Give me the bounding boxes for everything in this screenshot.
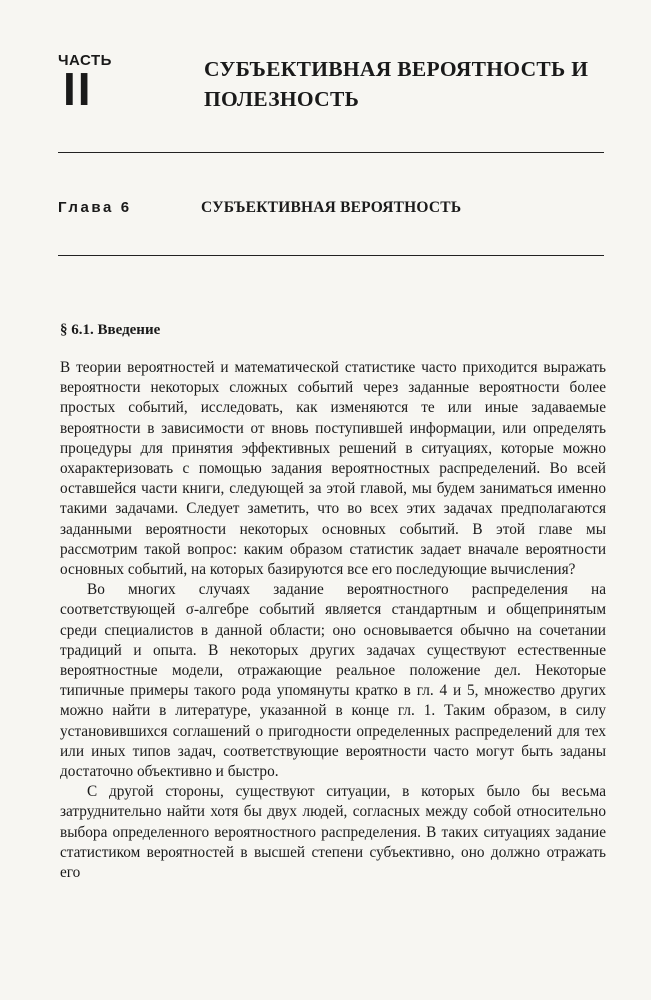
part-number: II [63,63,93,115]
divider-top [58,152,604,153]
part-label: ЧАСТЬ [58,52,112,69]
paragraph-1: В теории вероятностей и математической статистике часто приходится выражать вероятности некоторых сложных событий через заданные вероятности более простых событий, исследовать, как изменяются те или иные задаваемые вероятности в зависимости от вновь поступившей информации, или определять процедуры для принятия эффективных решений в ситуациях, которые можно охарактеризовать с помощью задания вероятностных распределений. Во всей оставшейся части книги, следующей за этой главой, мы будем заниматься именно такими задачами. Следует заметить, что во всех этих задачах предполагаются заданными вероятности некоторых основных событий. В этой главе мы рассмотрим такой вопрос: каким образом статистик задает вначале вероятности основных событий, на которых базируются все его последующие вычисления? [60,359,606,579]
section-heading: § 6.1. Введение [60,322,161,338]
paragraph-3: С другой стороны, существуют ситуации, в которых было бы весьма затруднительно найти хотя бы двух людей, согласных между собой относительно выбора определенного вероятностного распределения. В таких ситуациях задание статистиком вероятностей в высшей степени субъективно, оно должно отражать его [60,783,606,882]
divider-bottom [58,255,604,256]
part-title: СУБЪЕКТИВНАЯ ВЕРОЯТНОСТЬ И ПОЛЕЗНОСТЬ [204,57,589,111]
chapter-title: СУБЪЕКТИВНАЯ ВЕРОЯТНОСТЬ [201,199,462,216]
body-text [60,358,606,883]
chapter-label: Глава 6 [58,199,132,216]
paragraph-2: Во многих случаях задание вероятностного распределения на соответствующей σ-алгебре событий является стандартным и общепринятым среди специалистов в данной области; оно основывается обычно на сочетании традиций и опыта. В некоторых других задачах существуют естественные вероятностные модели, отражающие реальное положение дел. Некоторые типичные примеры такого рода упомянуты кратко в гл. 4 и 5, множество других можно найти в литературе, указанной в конце гл. 1. Таким образом, в силу установившихся соглашений о пригодности определенных распределений для тех или иных типов задач, соответствующие вероятности часто могут быть заданы достаточно объективно и быстро. [60,581,606,781]
